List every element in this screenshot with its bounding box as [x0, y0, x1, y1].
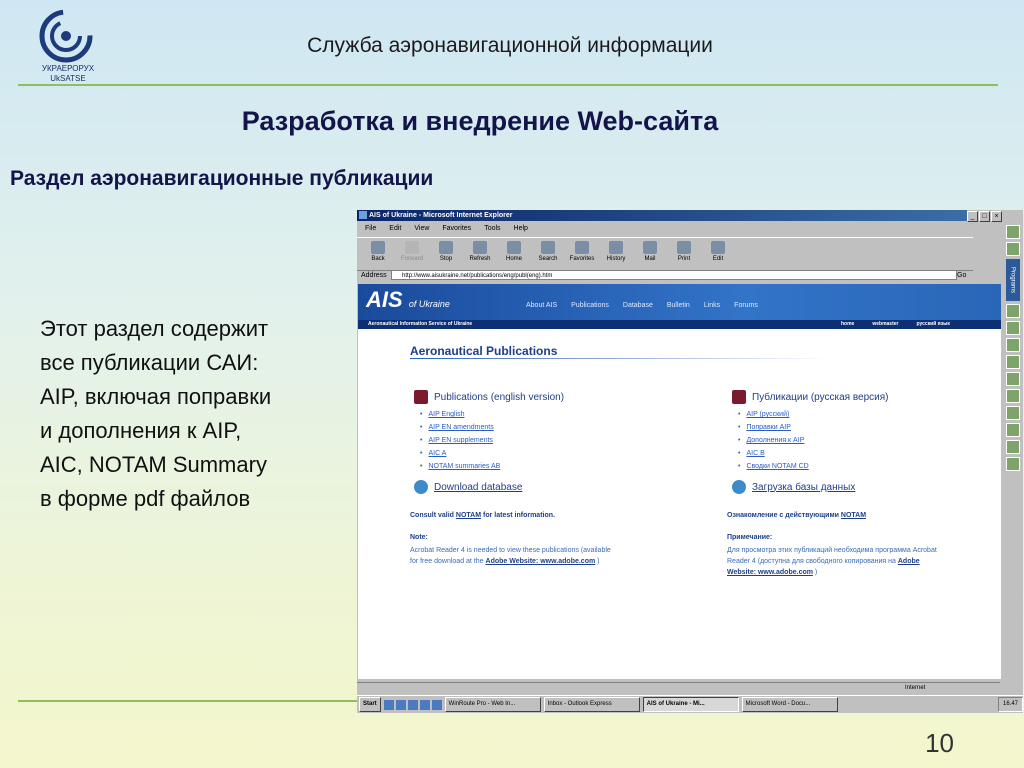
title-divider: [410, 358, 830, 359]
slide-title: Разработка и внедрение Web-сайта: [241, 106, 719, 136]
note-text: Acrobat Reader 4 is needed to view these publications (available for free download at the: [410, 547, 611, 565]
address-input[interactable]: http://www.aisukraine.net/publications/eng/publ(eng).htm: [391, 270, 957, 280]
consult-text: Consult valid: [410, 512, 454, 519]
menu-item-help[interactable]: Help: [513, 225, 528, 232]
taskbar-button[interactable]: WinRoute Pro - Web In...: [445, 697, 541, 712]
menu-item-edit[interactable]: Edit: [389, 225, 402, 232]
menu-item-favorites[interactable]: Favorites: [442, 225, 472, 232]
header-divider: [18, 84, 998, 86]
publication-link[interactable]: • AIP EN amendments: [420, 421, 500, 434]
publication-link[interactable]: • Сводки NOTAM CD: [738, 460, 809, 473]
publications-title: Aeronautical Publications: [410, 344, 558, 358]
logo-text: УКРАЕРОРУХ UkSATSE: [41, 64, 95, 83]
edit-icon: [711, 241, 725, 254]
toolbar-label: Forward: [400, 256, 423, 262]
russian-header: [732, 390, 889, 404]
quick-launch-icon[interactable]: [432, 700, 442, 710]
note-end-ru: ): [814, 569, 818, 576]
home-button[interactable]: [499, 238, 529, 270]
office-icon[interactable]: [1006, 355, 1020, 369]
site-subnav-link[interactable]: русский язык: [916, 321, 950, 327]
download-icon: [732, 480, 746, 494]
toolbar-label: Favorites: [569, 256, 595, 262]
refresh-button[interactable]: [465, 238, 495, 270]
forward-icon: [405, 241, 419, 254]
site-subnav: [841, 320, 950, 329]
notam-link-ru[interactable]: NOTAM: [840, 512, 867, 519]
home-icon: [507, 241, 521, 254]
forward-button[interactable]: [397, 238, 427, 270]
publication-link[interactable]: • AIP English: [420, 408, 500, 421]
refresh-icon: [473, 241, 487, 254]
publication-link[interactable]: • AIC A: [420, 447, 500, 460]
quick-launch-icon[interactable]: [420, 700, 430, 710]
english-note: [410, 545, 620, 567]
stop-button[interactable]: [431, 238, 461, 270]
edit-button[interactable]: [703, 238, 733, 270]
mail-button[interactable]: [635, 238, 665, 270]
download-database-link[interactable]: Download database: [434, 481, 523, 493]
note-text-ru: Для просмотра этих публикаций необходима программа Acrobat Reader 4 (доступна для свободного копирования на: [727, 547, 937, 565]
window-controls: [967, 211, 1002, 222]
window-titlebar: AIS of Ukraine - Microsoft Internet Explorer: [357, 210, 967, 221]
toolbar-label: Stop: [439, 256, 453, 262]
consult-text-ru: Ознакомление с действующими: [727, 512, 839, 519]
quick-launch: [384, 700, 442, 710]
menu-item-view[interactable]: View: [414, 225, 430, 232]
office-icon[interactable]: [1006, 389, 1020, 403]
english-list: [420, 408, 500, 473]
site-subnav-link[interactable]: webmaster: [872, 321, 899, 327]
russian-note-heading: Примечание:: [727, 534, 773, 541]
site-nav-link[interactable]: Forums: [734, 302, 758, 309]
office-icon[interactable]: [1006, 242, 1020, 256]
toolbar-label: Mail: [644, 256, 656, 262]
site-logo-sub: of Ukraine: [408, 299, 450, 309]
consult-text-end: for latest information.: [483, 512, 555, 519]
russian-note: [727, 545, 937, 578]
office-icon[interactable]: [1006, 423, 1020, 437]
address-label: Address: [361, 272, 387, 279]
slide-body-text: Этот раздел содержит все публикации САИ: AIP, включая поправки и дополнения к AIP, AIC, NOTAM Summary в форме pdf файлов: [40, 316, 272, 511]
site-nav-link[interactable]: Bulletin: [666, 302, 690, 309]
quick-launch-icon[interactable]: [396, 700, 406, 710]
mail-icon: [643, 241, 657, 254]
toolbar-label: Home: [505, 256, 522, 262]
slide-header: Служба аэронавигационной информации: [307, 34, 713, 57]
office-icon[interactable]: [1006, 440, 1020, 454]
toolbar-label: Back: [371, 256, 385, 262]
publication-link[interactable]: • AIP (русский): [738, 408, 809, 421]
uksatse-logo: [38, 8, 94, 64]
office-icon[interactable]: [1006, 372, 1020, 386]
site-nav-link[interactable]: Links: [703, 302, 721, 309]
english-download[interactable]: [414, 480, 522, 494]
slide-subtitle: Раздел аэронавигационные публикации: [10, 167, 434, 190]
toolbar-label: Search: [538, 256, 558, 262]
site-subnav-link[interactable]: home: [841, 321, 855, 327]
favorites-icon: [575, 241, 589, 254]
quick-launch-icon[interactable]: [384, 700, 394, 710]
minimize-button[interactable]: _: [967, 211, 978, 222]
status-bar: [357, 682, 1000, 693]
office-icon[interactable]: [1006, 338, 1020, 352]
office-icon[interactable]: [1006, 406, 1020, 420]
system-tray-clock: 16.47: [998, 697, 1023, 712]
site-nav: [526, 302, 758, 309]
stop-icon: [439, 241, 453, 254]
book-icon: [732, 390, 746, 404]
site-tagline: Aeronautical Information Service of Ukraine: [368, 321, 473, 327]
status-zone: Internet: [905, 685, 926, 691]
office-shortcut-bar: [1003, 222, 1022, 692]
note-end: ): [597, 558, 600, 565]
english-heading: Publications (english version): [434, 391, 565, 403]
russian-download[interactable]: [732, 480, 855, 494]
maximize-button[interactable]: □: [979, 211, 990, 222]
search-icon: [541, 241, 555, 254]
adobe-link[interactable]: Adobe Website: www.adobe.com: [485, 558, 596, 565]
menu-item-file[interactable]: File: [365, 225, 377, 232]
office-icon[interactable]: [1006, 304, 1020, 318]
publication-link[interactable]: • NOTAM summaries AB: [420, 460, 500, 473]
quick-launch-icon[interactable]: [408, 700, 418, 710]
back-icon: [371, 241, 385, 254]
page-number: 10: [925, 728, 954, 758]
toolbar-label: Print: [677, 256, 691, 262]
page-content: [358, 284, 1001, 679]
site-nav-link[interactable]: About AIS: [526, 302, 558, 309]
english-header: [414, 390, 564, 404]
book-icon: [414, 390, 428, 404]
menu-bar: [357, 223, 975, 235]
publication-link[interactable]: • AIP EN supplements: [420, 434, 500, 447]
publication-link[interactable]: • AIC B: [738, 447, 809, 460]
download-database-link-ru[interactable]: Загрузка базы данных: [752, 481, 856, 493]
russian-list: [738, 408, 809, 473]
ie-icon: [359, 211, 367, 219]
menu-item-tools[interactable]: Tools: [484, 225, 501, 232]
taskbar-button[interactable]: Microsoft Word - Docu...: [742, 697, 838, 712]
russian-consult: [727, 512, 866, 519]
toolbar-label: History: [606, 256, 626, 262]
site-logo[interactable]: [366, 287, 450, 313]
publication-link[interactable]: • Дополнения к AIP: [738, 434, 809, 447]
download-icon: [414, 480, 428, 494]
windows-taskbar: [357, 695, 1023, 713]
english-consult: [410, 512, 555, 519]
office-icon[interactable]: [1006, 321, 1020, 335]
site-logo-main: AIS: [366, 287, 403, 312]
favorites-button[interactable]: [567, 238, 597, 270]
taskbar-button[interactable]: AIS of Ukraine - Mi...: [643, 697, 739, 712]
search-button[interactable]: [533, 238, 563, 270]
start-button[interactable]: Start: [359, 697, 381, 712]
footer-divider: [18, 700, 358, 702]
history-button[interactable]: [601, 238, 631, 270]
site-nav-link[interactable]: Publications: [571, 302, 609, 309]
taskbar-button[interactable]: Inbox - Outlook Express: [544, 697, 640, 712]
toolbar-label: Refresh: [469, 256, 491, 262]
back-button[interactable]: [363, 238, 393, 270]
publication-link[interactable]: • Поправки AIP: [738, 421, 809, 434]
programs-label[interactable]: Programs: [1006, 259, 1020, 301]
browser-window: [357, 210, 1023, 713]
notam-link[interactable]: NOTAM: [455, 512, 482, 519]
history-icon: [609, 241, 623, 254]
print-icon: [677, 241, 691, 254]
toolbar-label: Edit: [712, 256, 724, 262]
office-icon[interactable]: [1006, 457, 1020, 471]
adobe-link-ru[interactable]: Adobe Website: www.adobe.com: [727, 558, 920, 576]
browser-toolbar: [357, 237, 973, 271]
print-button[interactable]: [669, 238, 699, 270]
russian-heading: Публикации (русская версия): [752, 391, 889, 403]
go-button[interactable]: Go: [957, 272, 967, 279]
english-note-heading: Note:: [410, 534, 428, 541]
office-icon[interactable]: [1006, 225, 1020, 239]
site-nav-link[interactable]: Database: [622, 302, 653, 309]
close-button[interactable]: ×: [991, 211, 1002, 222]
